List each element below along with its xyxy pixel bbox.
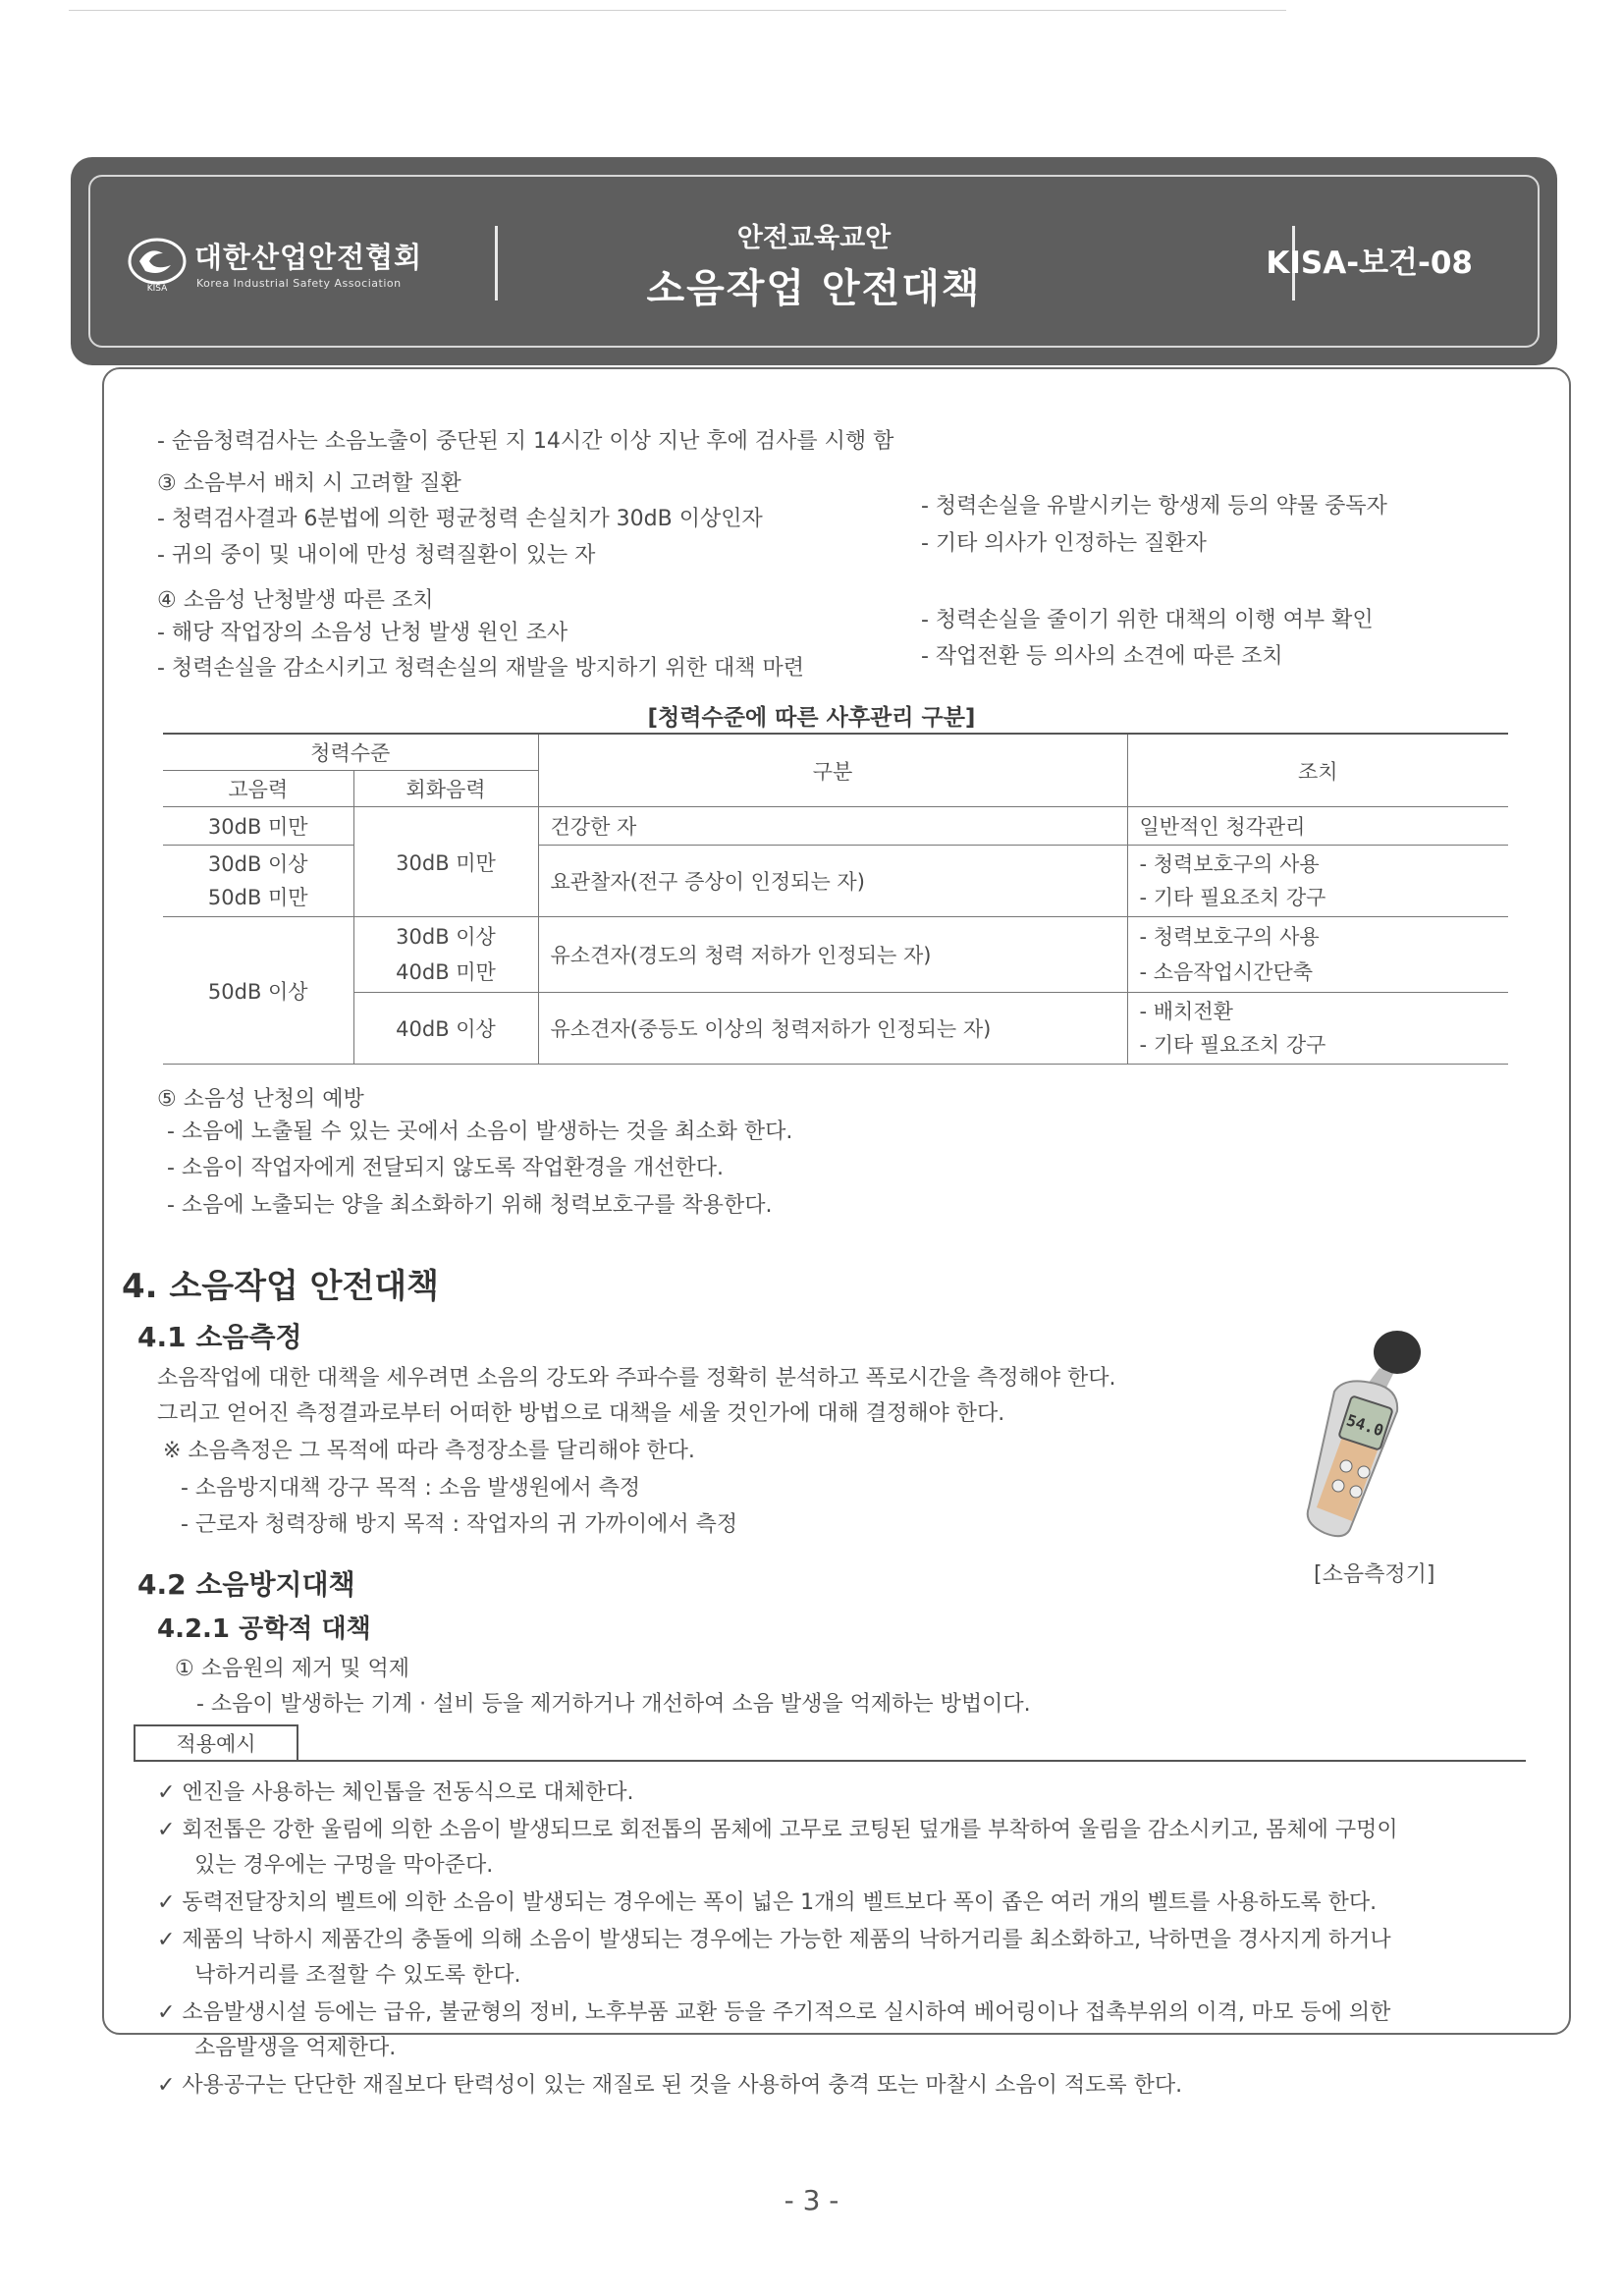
org-name-en: Korea Industrial Safety Association <box>196 277 402 290</box>
cell-r2-high <box>163 846 353 917</box>
table-row <box>163 807 1508 846</box>
cell-r1-action: 일반적인 청각관리 <box>1127 807 1508 846</box>
table-row <box>163 993 1508 1065</box>
item4-title: ④ 소음성 난청발생 따른 조치 <box>157 588 434 613</box>
sec41-para-1: 소음작업에 대한 대책을 세우려면 소음의 강도와 주파수를 정확히 분석하고 폭로시간을 측정해야 한다. <box>157 1366 1116 1391</box>
doc-code: KISA-보건-08 <box>1266 246 1473 281</box>
header-banner-frame <box>88 175 1540 348</box>
sec41-note-2: - 근로자 청력장해 방지 목적 : 작업자의 귀 가까이에서 측정 <box>181 1512 738 1537</box>
cell-r3-category: 유소견자(경도의 청력 저하가 인정되는 자) <box>538 917 1127 993</box>
example-2b: 있는 경우에는 구멍을 막아준다. <box>194 1853 494 1878</box>
head-high-freq: 고음력 <box>163 771 353 807</box>
item4-left-1: - 해당 작업장의 소음성 난청 발생 원인 조사 <box>157 621 568 645</box>
cell-r2-high-a: 30dB 이상 <box>207 852 308 876</box>
org-name-ko: 대한산업안전협회 <box>194 241 423 274</box>
page-number: - 3 - <box>784 2184 839 2216</box>
sec41-note-1: - 소음방지대책 강구 목적 : 소음 발생원에서 측정 <box>181 1476 641 1501</box>
item3-left-2: - 귀의 중이 및 내이에 만성 청력질환이 있는 자 <box>157 543 596 568</box>
cell-r2-conv: 30dB 미만 <box>353 807 538 917</box>
top-rule <box>69 10 1286 11</box>
header-banner <box>71 157 1557 365</box>
item3-right-1: - 청력손실을 유발시키는 항생제 등의 약물 중독자 <box>921 494 1387 519</box>
sound-level-meter-image <box>1281 1321 1438 1542</box>
item3-right-2: - 기타 의사가 인정하는 질환자 <box>921 531 1207 556</box>
hearing-test-line: - 순음청력검사는 소음노출이 중단된 지 14시간 이상 지난 후에 검사를 시행 함 <box>157 429 894 454</box>
example-1: ✓ 엔진을 사용하는 체인톱을 전동식으로 대체한다. <box>157 1780 634 1805</box>
table-row <box>163 917 1508 993</box>
cell-r3-action-b: - 소음작업시간단축 <box>1139 960 1314 984</box>
cell-r4-action-b: - 기타 필요조치 강구 <box>1139 1033 1326 1057</box>
example-5a: ✓ 소음발생시설 등에는 급유, 불균형의 정비, 노후부품 교환 등을 주기적으로 실시하여 베어링이나 접촉부위의 이격, 마모 등에 의한 <box>157 2000 1391 2025</box>
head-category: 구분 <box>538 734 1127 807</box>
example-rule <box>134 1760 1526 1762</box>
cell-r1-category: 건강한 자 <box>538 807 1127 846</box>
cell-r3-action-a: - 청력보호구의 사용 <box>1139 925 1320 949</box>
example-2a: ✓ 회전톱은 강한 울림에 의한 소음이 발생되므로 회전톱의 몸체에 고무로 코팅된 덮개를 부착하여 울림을 감소시키고, 몸체에 구멍이 <box>157 1818 1398 1842</box>
emblem-text: KISA <box>146 284 168 294</box>
cell-r3-action <box>1127 917 1508 993</box>
cell-r2-action-a: - 청력보호구의 사용 <box>1139 852 1320 876</box>
item5-line-2: - 소음이 작업자에게 전달되지 않도록 작업환경을 개선한다. <box>167 1156 724 1180</box>
table-title: [청력수준에 따른 사후관리 구분] <box>647 705 976 731</box>
example-5b: 소음발생을 억제한다. <box>194 2036 397 2060</box>
cell-r3-high: 50dB 이상 <box>163 917 353 1065</box>
hearing-management-table <box>163 733 1508 1065</box>
cell-r1-high: 30dB 미만 <box>163 807 353 846</box>
cell-r3-conv <box>353 917 538 993</box>
cell-r3-conv-a: 30dB 이상 <box>396 925 496 949</box>
item1-title: ① 소음원의 제거 및 억제 <box>175 1657 409 1681</box>
section421-heading: 4.2.1 공학적 대책 <box>157 1614 371 1644</box>
cell-r2-high-b: 50dB 미만 <box>207 886 308 909</box>
meter-microphone-foam <box>1374 1331 1421 1374</box>
head-conversation: 회화음력 <box>353 771 538 807</box>
header-subtitle: 안전교육교안 <box>736 223 892 253</box>
item5-line-1: - 소음에 노출될 수 있는 곳에서 소음이 발생하는 것을 최소화 한다. <box>167 1120 793 1144</box>
example-label-box: 적용예시 <box>134 1724 298 1762</box>
cell-r2-action <box>1127 846 1508 917</box>
cell-r4-category: 유소견자(중등도 이상의 청력저하가 인정되는 자) <box>538 993 1127 1065</box>
cell-r3-conv-b: 40dB 미만 <box>396 960 496 984</box>
cell-r4-action <box>1127 993 1508 1065</box>
item4-right-2: - 작업전환 등 의사의 소견에 따른 조치 <box>921 644 1283 669</box>
item3-title: ③ 소음부서 배치 시 고려할 질환 <box>157 471 461 496</box>
section42-heading: 4.2 소음방지대책 <box>137 1568 355 1601</box>
meter-reading: 54.0 <box>1343 1410 1386 1441</box>
head-action: 조치 <box>1127 734 1508 807</box>
cell-r4-action-a: - 배치전환 <box>1139 1000 1233 1023</box>
item4-right-1: - 청력손실을 줄이기 위한 대책의 이행 여부 확인 <box>921 608 1374 632</box>
example-4b: 낙하거리를 조절할 수 있도록 한다. <box>194 1963 521 1988</box>
header-title: 소음작업 안전대책 <box>646 266 982 311</box>
meter-caption: [소음측정기] <box>1314 1562 1435 1587</box>
item1-line-1: - 소음이 발생하는 기계 · 설비 등을 제거하거나 개선하여 소음 발생을 억제하는 방법이다. <box>196 1692 1031 1717</box>
item5-title: ⑤ 소음성 난청의 예방 <box>157 1087 364 1112</box>
example-6: ✓ 사용공구는 단단한 재질보다 탄력성이 있는 재질로 된 것을 사용하여 충격 또는 마찰시 소음이 적도록 한다. <box>157 2073 1183 2098</box>
example-4a: ✓ 제품의 낙하시 제품간의 충돌에 의해 소음이 발생되는 경우에는 가능한 제품의 낙하거리를 최소화하고, 낙하면을 경사지게 하거나 <box>157 1928 1391 1952</box>
item4-left-2: - 청력손실을 감소시키고 청력손실의 재발을 방지하기 위한 대책 마련 <box>157 656 804 681</box>
item3-left-1: - 청력검사결과 6분법에 의한 평균청력 손실치가 30dB 이상인자 <box>157 507 763 531</box>
head-hearing-level: 청력수준 <box>163 734 538 771</box>
section41-heading: 4.1 소음측정 <box>137 1321 302 1353</box>
cell-r2-action-b: - 기타 필요조치 강구 <box>1139 886 1326 909</box>
sec41-note: ※ 소음측정은 그 목적에 따라 측정장소를 달리해야 한다. <box>163 1439 695 1463</box>
sec41-para-2: 그리고 얻어진 측정결과로부터 어떠한 방법으로 대책을 세울 것인가에 대해 결정해야 한다. <box>157 1401 1005 1426</box>
cell-r2-category: 요관찰자(전구 증상이 인정되는 자) <box>538 846 1127 917</box>
cell-r4-conv: 40dB 이상 <box>353 993 538 1065</box>
section4-heading: 4. 소음작업 안전대책 <box>122 1267 439 1306</box>
item5-line-3: - 소음에 노출되는 양을 최소화하기 위해 청력보호구를 착용한다. <box>167 1193 773 1218</box>
example-3: ✓ 동력전달장치의 벨트에 의한 소음이 발생되는 경우에는 폭이 넓은 1개의 벨트보다 폭이 좁은 여러 개의 벨트를 사용하도록 한다. <box>157 1890 1378 1915</box>
